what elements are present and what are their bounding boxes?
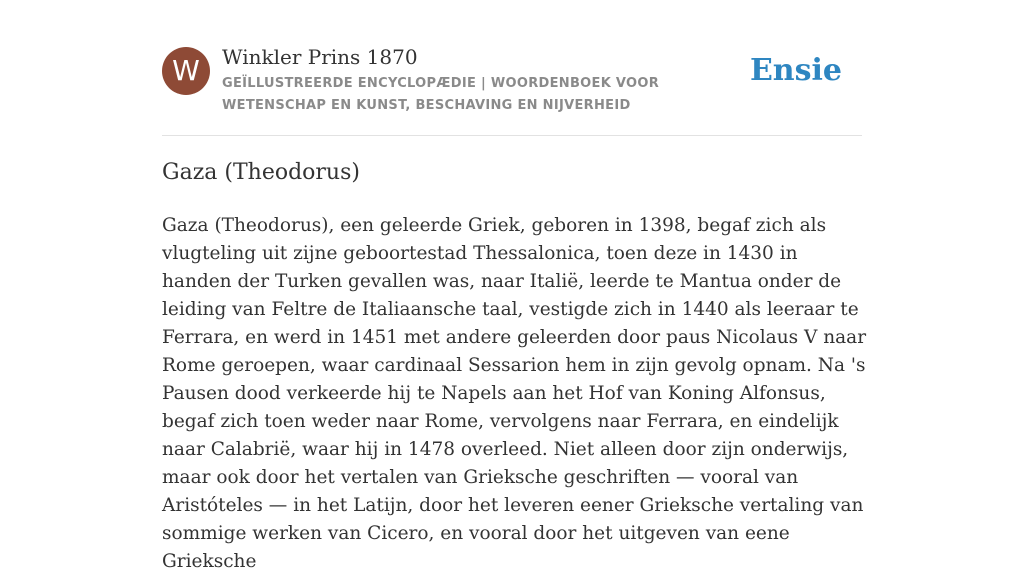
entry-title: Gaza (Theodorus)	[162, 160, 360, 185]
source-subtitle: GEÏLLUSTREERDE ENCYCLOPÆDIE | WOORDENBOEK VOOR WETENSCHAP EN KUNST, BESCHAVING EN NIJVERHEID	[222, 76, 660, 113]
entry-body: Gaza (Theodorus), een geleerde Griek, geboren in 1398, begaf zich als vlugteling uit zijne geboortestad Thessalonica, toen deze in 1430 in handen der Turken gevallen was, naar Italië, leerde te Mantua onder de leiding van Feltre de Italiaansche taal, vestigde zich in 1440 als leeraar te Ferrara, en werd in 1451 met andere geleerden door paus Nicolaus V naar Rome geroepen, waar cardinaal Sessarion hem in zijn gevolg opnam. Na 's Pausen dood verkeerde hij te Napels aan het Hof van Koning Alfonsus, begaf zich toen weder naar Rome, vervolgens naar Ferrara, en eindelijk naar Calabrië, waar hij in 1478 overleed. Niet alleen door zijn onderwijs, maar ook door het vertalen van Grieksche geschriften — vooral van Aristóteles — in het Latijn, door het leveren eener Grieksche vertaling van sommige werken van Cicero, en vooral door het uitgeven van eene Grieksche	[162, 215, 867, 572]
source-avatar[interactable]: W	[162, 47, 210, 95]
source-header	[162, 45, 862, 135]
brand-logo-link[interactable]: Ensie	[749, 53, 842, 88]
header-divider	[162, 135, 862, 136]
source-title[interactable]: Winkler Prins 1870	[222, 45, 418, 69]
